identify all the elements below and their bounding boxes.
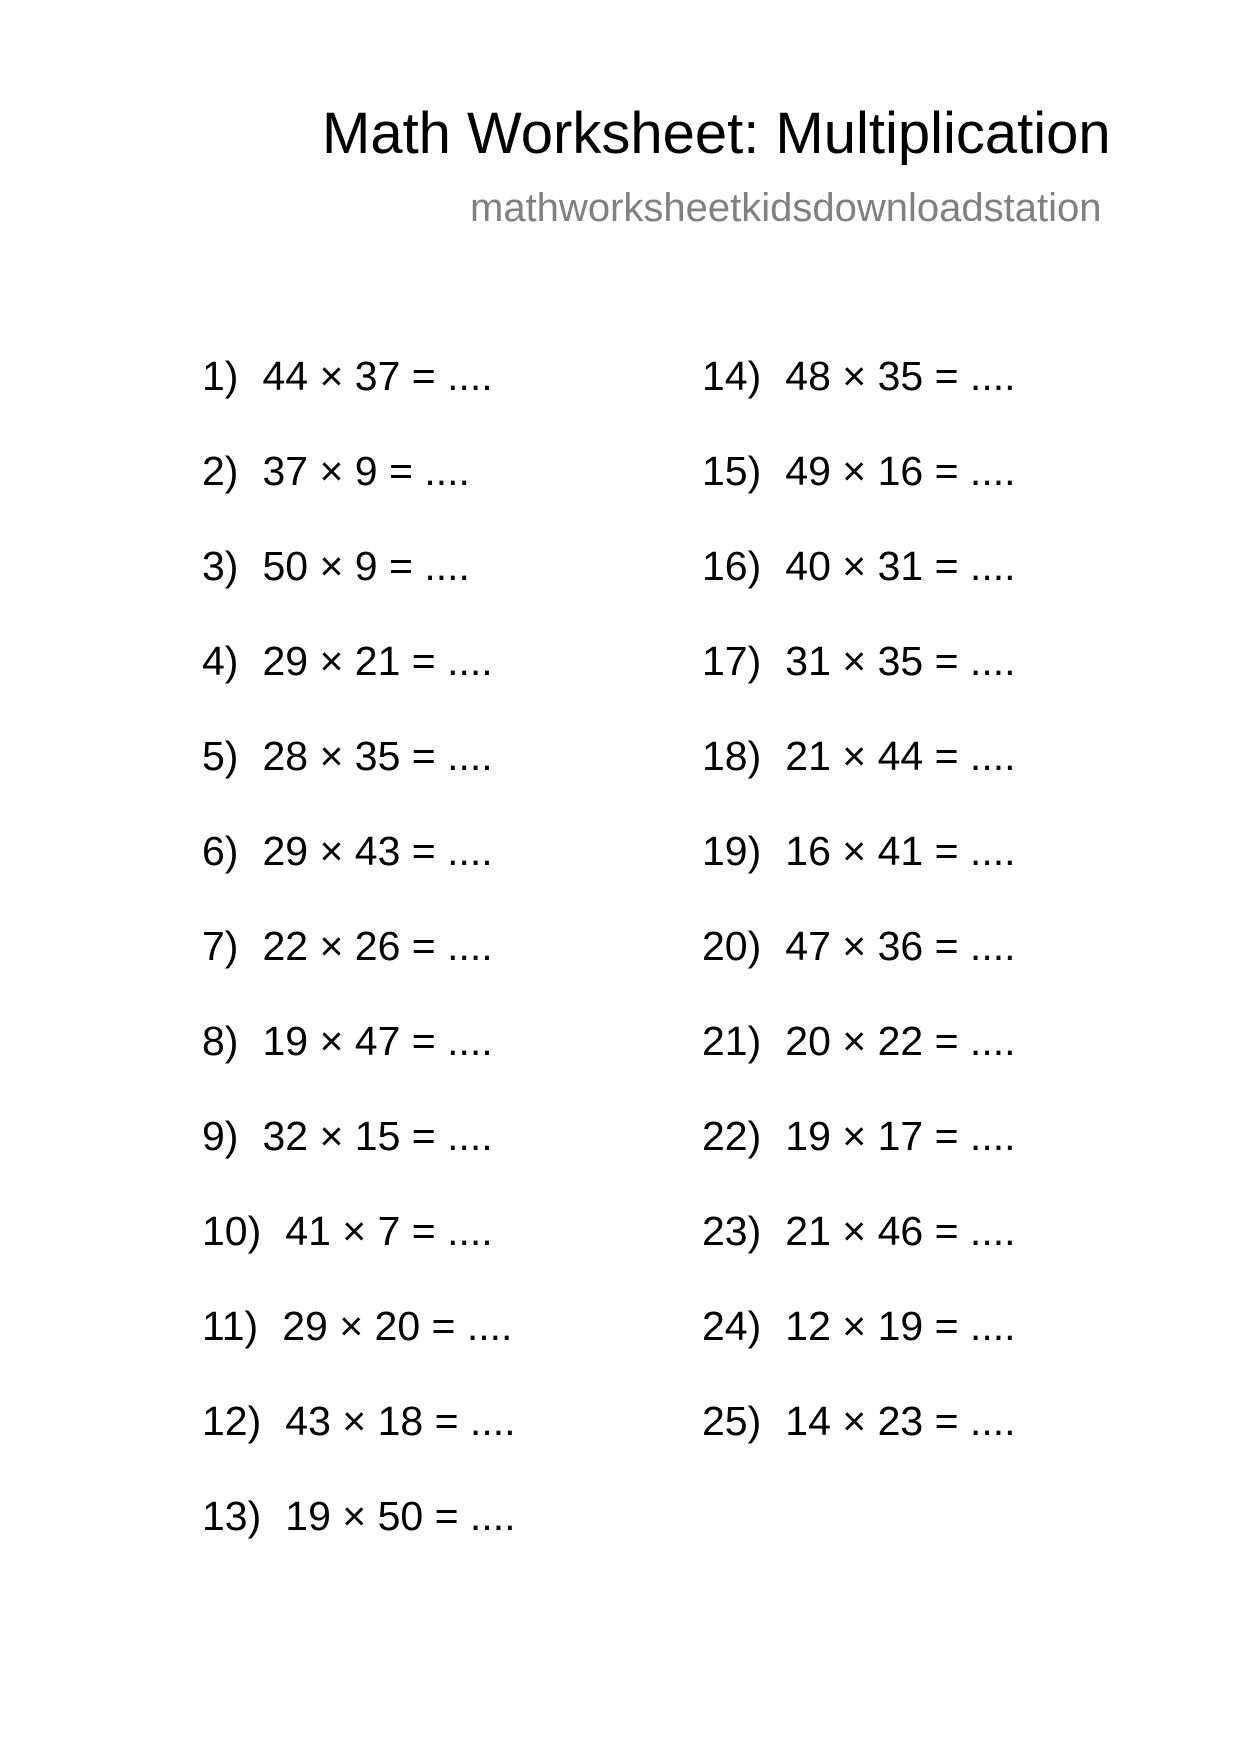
problem-expression: 43 × 18 = ....	[285, 1398, 516, 1444]
problem-item	[202, 1207, 516, 1302]
problem-number: 23)	[702, 1208, 762, 1254]
problem-expression: 47 × 36 = ....	[785, 923, 1016, 969]
problem-item	[202, 827, 516, 922]
problem-item	[702, 732, 1016, 827]
problem-expression: 28 × 35 = ....	[262, 733, 493, 779]
problem-expression: 29 × 20 = ....	[282, 1303, 513, 1349]
problem-number: 22)	[702, 1113, 762, 1159]
problem-number: 25)	[702, 1398, 762, 1444]
problem-expression: 32 × 15 = ....	[262, 1113, 493, 1159]
problem-item	[702, 1112, 1016, 1207]
problem-item	[202, 1017, 516, 1112]
problem-item	[702, 1017, 1016, 1112]
problem-item	[202, 1397, 516, 1492]
problem-item	[202, 447, 516, 542]
problem-expression: 19 × 17 = ....	[785, 1113, 1016, 1159]
problem-number: 8)	[202, 1018, 239, 1064]
problem-number: 11)	[202, 1303, 259, 1349]
problem-expression: 16 × 41 = ....	[785, 828, 1016, 874]
problem-item	[202, 1302, 516, 1397]
problem-item	[202, 542, 516, 637]
problem-number: 6)	[202, 828, 239, 874]
problem-number: 17)	[702, 638, 762, 684]
problem-expression: 21 × 44 = ....	[785, 733, 1016, 779]
problem-item	[202, 1112, 516, 1207]
problem-column-right	[702, 352, 1016, 1492]
problem-number: 2)	[202, 448, 239, 494]
problem-item	[702, 447, 1016, 542]
problem-item	[202, 352, 516, 447]
problem-number: 7)	[202, 923, 239, 969]
problem-expression: 21 × 46 = ....	[785, 1208, 1016, 1254]
problem-expression: 19 × 50 = ....	[285, 1493, 516, 1539]
problem-expression: 14 × 23 = ....	[785, 1398, 1016, 1444]
problem-expression: 37 × 9 = ....	[262, 448, 470, 494]
problem-item	[702, 542, 1016, 637]
problem-expression: 20 × 22 = ....	[785, 1018, 1016, 1064]
problem-item	[202, 732, 516, 827]
problem-expression: 19 × 47 = ....	[262, 1018, 493, 1064]
problem-item	[702, 922, 1016, 1017]
problem-column-left	[202, 352, 516, 1587]
problem-item	[202, 922, 516, 1017]
problem-expression: 12 × 19 = ....	[785, 1303, 1016, 1349]
problem-number: 10)	[202, 1208, 262, 1254]
problem-number: 21)	[702, 1018, 762, 1064]
problem-expression: 49 × 16 = ....	[785, 448, 1016, 494]
problem-expression: 44 × 37 = ....	[262, 353, 493, 399]
problem-item	[702, 1207, 1016, 1302]
problem-number: 4)	[202, 638, 239, 684]
problem-item	[702, 1397, 1016, 1492]
problem-expression: 48 × 35 = ....	[785, 353, 1016, 399]
problem-expression: 29 × 21 = ....	[262, 638, 493, 684]
problem-expression: 50 × 9 = ....	[262, 543, 470, 589]
problem-item	[202, 1492, 516, 1587]
problem-number: 5)	[202, 733, 239, 779]
problem-number: 12)	[202, 1398, 262, 1444]
problem-number: 15)	[702, 448, 762, 494]
problem-number: 19)	[702, 828, 762, 874]
problem-expression: 31 × 35 = ....	[785, 638, 1016, 684]
problem-number: 16)	[702, 543, 762, 589]
worksheet-title: Math Worksheet: Multiplication	[322, 101, 1111, 166]
problem-expression: 40 × 31 = ....	[785, 543, 1016, 589]
problem-number: 1)	[202, 353, 239, 399]
problem-number: 13)	[202, 1493, 262, 1539]
problem-number: 20)	[702, 923, 762, 969]
problem-item	[702, 637, 1016, 732]
problem-item	[702, 827, 1016, 922]
problem-number: 3)	[202, 543, 239, 589]
problem-number: 18)	[702, 733, 762, 779]
problem-number: 24)	[702, 1303, 762, 1349]
problem-item	[202, 637, 516, 732]
problem-item	[702, 1302, 1016, 1397]
problem-expression: 29 × 43 = ....	[262, 828, 493, 874]
problem-number: 9)	[202, 1113, 239, 1159]
problem-expression: 41 × 7 = ....	[285, 1208, 493, 1254]
problem-number: 14)	[702, 353, 762, 399]
problem-expression: 22 × 26 = ....	[262, 923, 493, 969]
worksheet-subtitle: mathworksheetkidsdownloadstation	[470, 186, 1102, 230]
problem-item	[702, 352, 1016, 447]
